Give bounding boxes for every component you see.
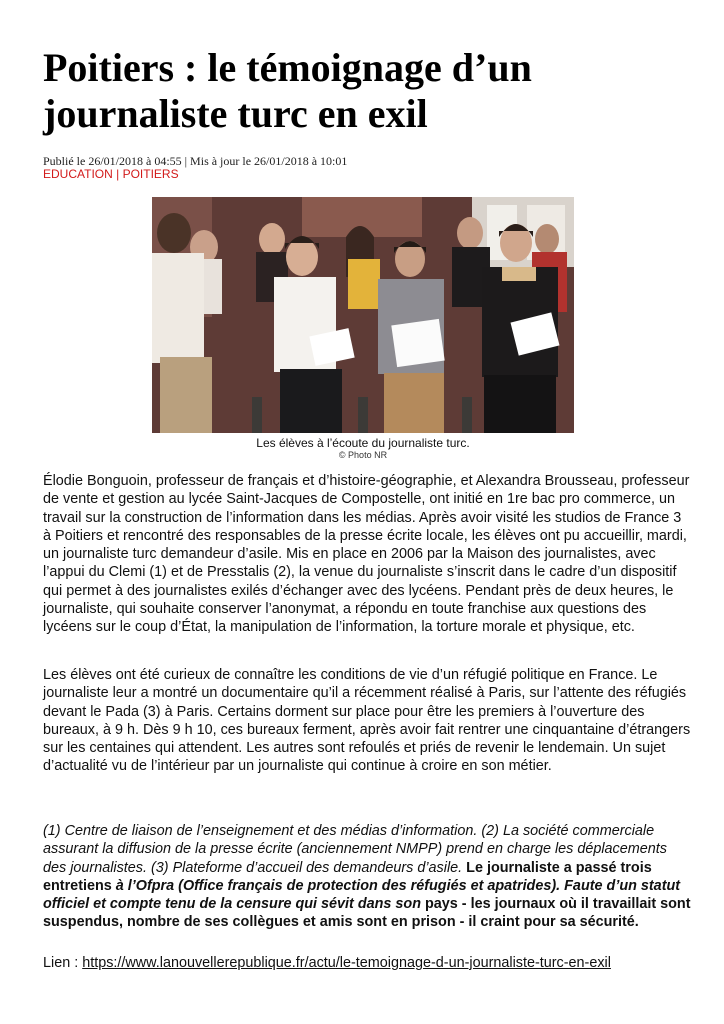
notes-bold-1: Le journaliste a passé trois entretiens — [43, 859, 652, 894]
notes-italic: (1) Centre de liaison de l’enseignement et des médias d’information. (2) La société commerciale assurant la diffusion de la presse écrite (anciennement NMPP) prend en charge les déplacements des journalistes. (3) Plateforme d’accueil des demandeurs d’asile. — [43, 823, 667, 876]
source-link[interactable]: https://www.lanouvellerepublique.fr/actu/le-temoignage-d-un-journaliste-turc-en-exil — [82, 955, 611, 971]
notes-bold-2: pays - les journaux où il travaillait sont suspendus, nombre de ses collègues et amis sont en prison - il craint pour sa sécurité. — [43, 896, 691, 931]
article-paragraph-1: Élodie Bonguoin, professeur de français et d’histoire-géographie, et Alexandra Brousseau, professeur de vente et gestion au lycée Saint-Jacques de Compostelle, ont initié en 1re bac pro commerce, un travail sur la construction de l’information dans les médias. Après avoir visité les studios de France 3 à Poitiers et rencontré des responsables de la presse écrite locale, les élèves ont pu accueillir, mardi, un journaliste turc demandeur d’asile. Mis en place en 2006 par la Maison des journalistes, avec l’appui du Clemi (1) et de Presstalis (2), la venue du journaliste s’inscrit dans le cadre d’un dispositif qui permet à des journalistes exilés d’échanger avec des lycéens. Pendant près de deux heures, le journaliste, qui souhaite conserver l’anonymat, a répondu en toute franchise aux questions des lycéens sur le coup d’État, la manipulation de l’information, la torture morale et physique, etc. — [43, 473, 690, 636]
classroom-photo-illustration — [152, 197, 574, 433]
article-notes — [43, 822, 693, 932]
source-link-line — [43, 955, 611, 971]
photo-credit: © Photo NR — [338, 450, 388, 460]
article-title: Poitiers : le témoignage d’un journaliste turc en exil — [43, 45, 532, 136]
article-paragraph-2: Les élèves ont été curieux de connaître les conditions de vie d’un réfugié politique en France. Le journaliste leur a montré un documentaire qu’il a récemment réalisé à Paris, sur l’attente des réfugiés devant le Pada (3) à Paris. Certains dorment sur place pour être les premiers à l’ouverture des bureaux, à 9 h. Dès 9 h 10, ces bureaux ferment, après avoir fait rentrer une cinquantaine d’étrangers sur les centaines qui attendent. Les autres sont refoulés et priés de revenir le lendemain. Un sujet d’actualité vu de l’intérieur par un journaliste qui continue à croire en son métier. — [43, 667, 691, 775]
article-photo — [152, 197, 574, 433]
article-categories[interactable]: EDUCATION | POITIERS — [43, 167, 179, 181]
link-label: Lien : — [43, 955, 83, 971]
notes-bold-italic: à l’Ofpra (Office français de protection des réfugiés et apatrides). Faute d’un statut officiel et compte tenu de la censure qui sévit dans son — [43, 877, 681, 913]
publication-meta: Publié le 26/01/2018 à 04:55 | Mis à jour le 26/01/2018 à 10:01 — [43, 154, 348, 168]
photo-caption: Les élèves à l’écoute du journaliste turc. — [256, 436, 470, 450]
